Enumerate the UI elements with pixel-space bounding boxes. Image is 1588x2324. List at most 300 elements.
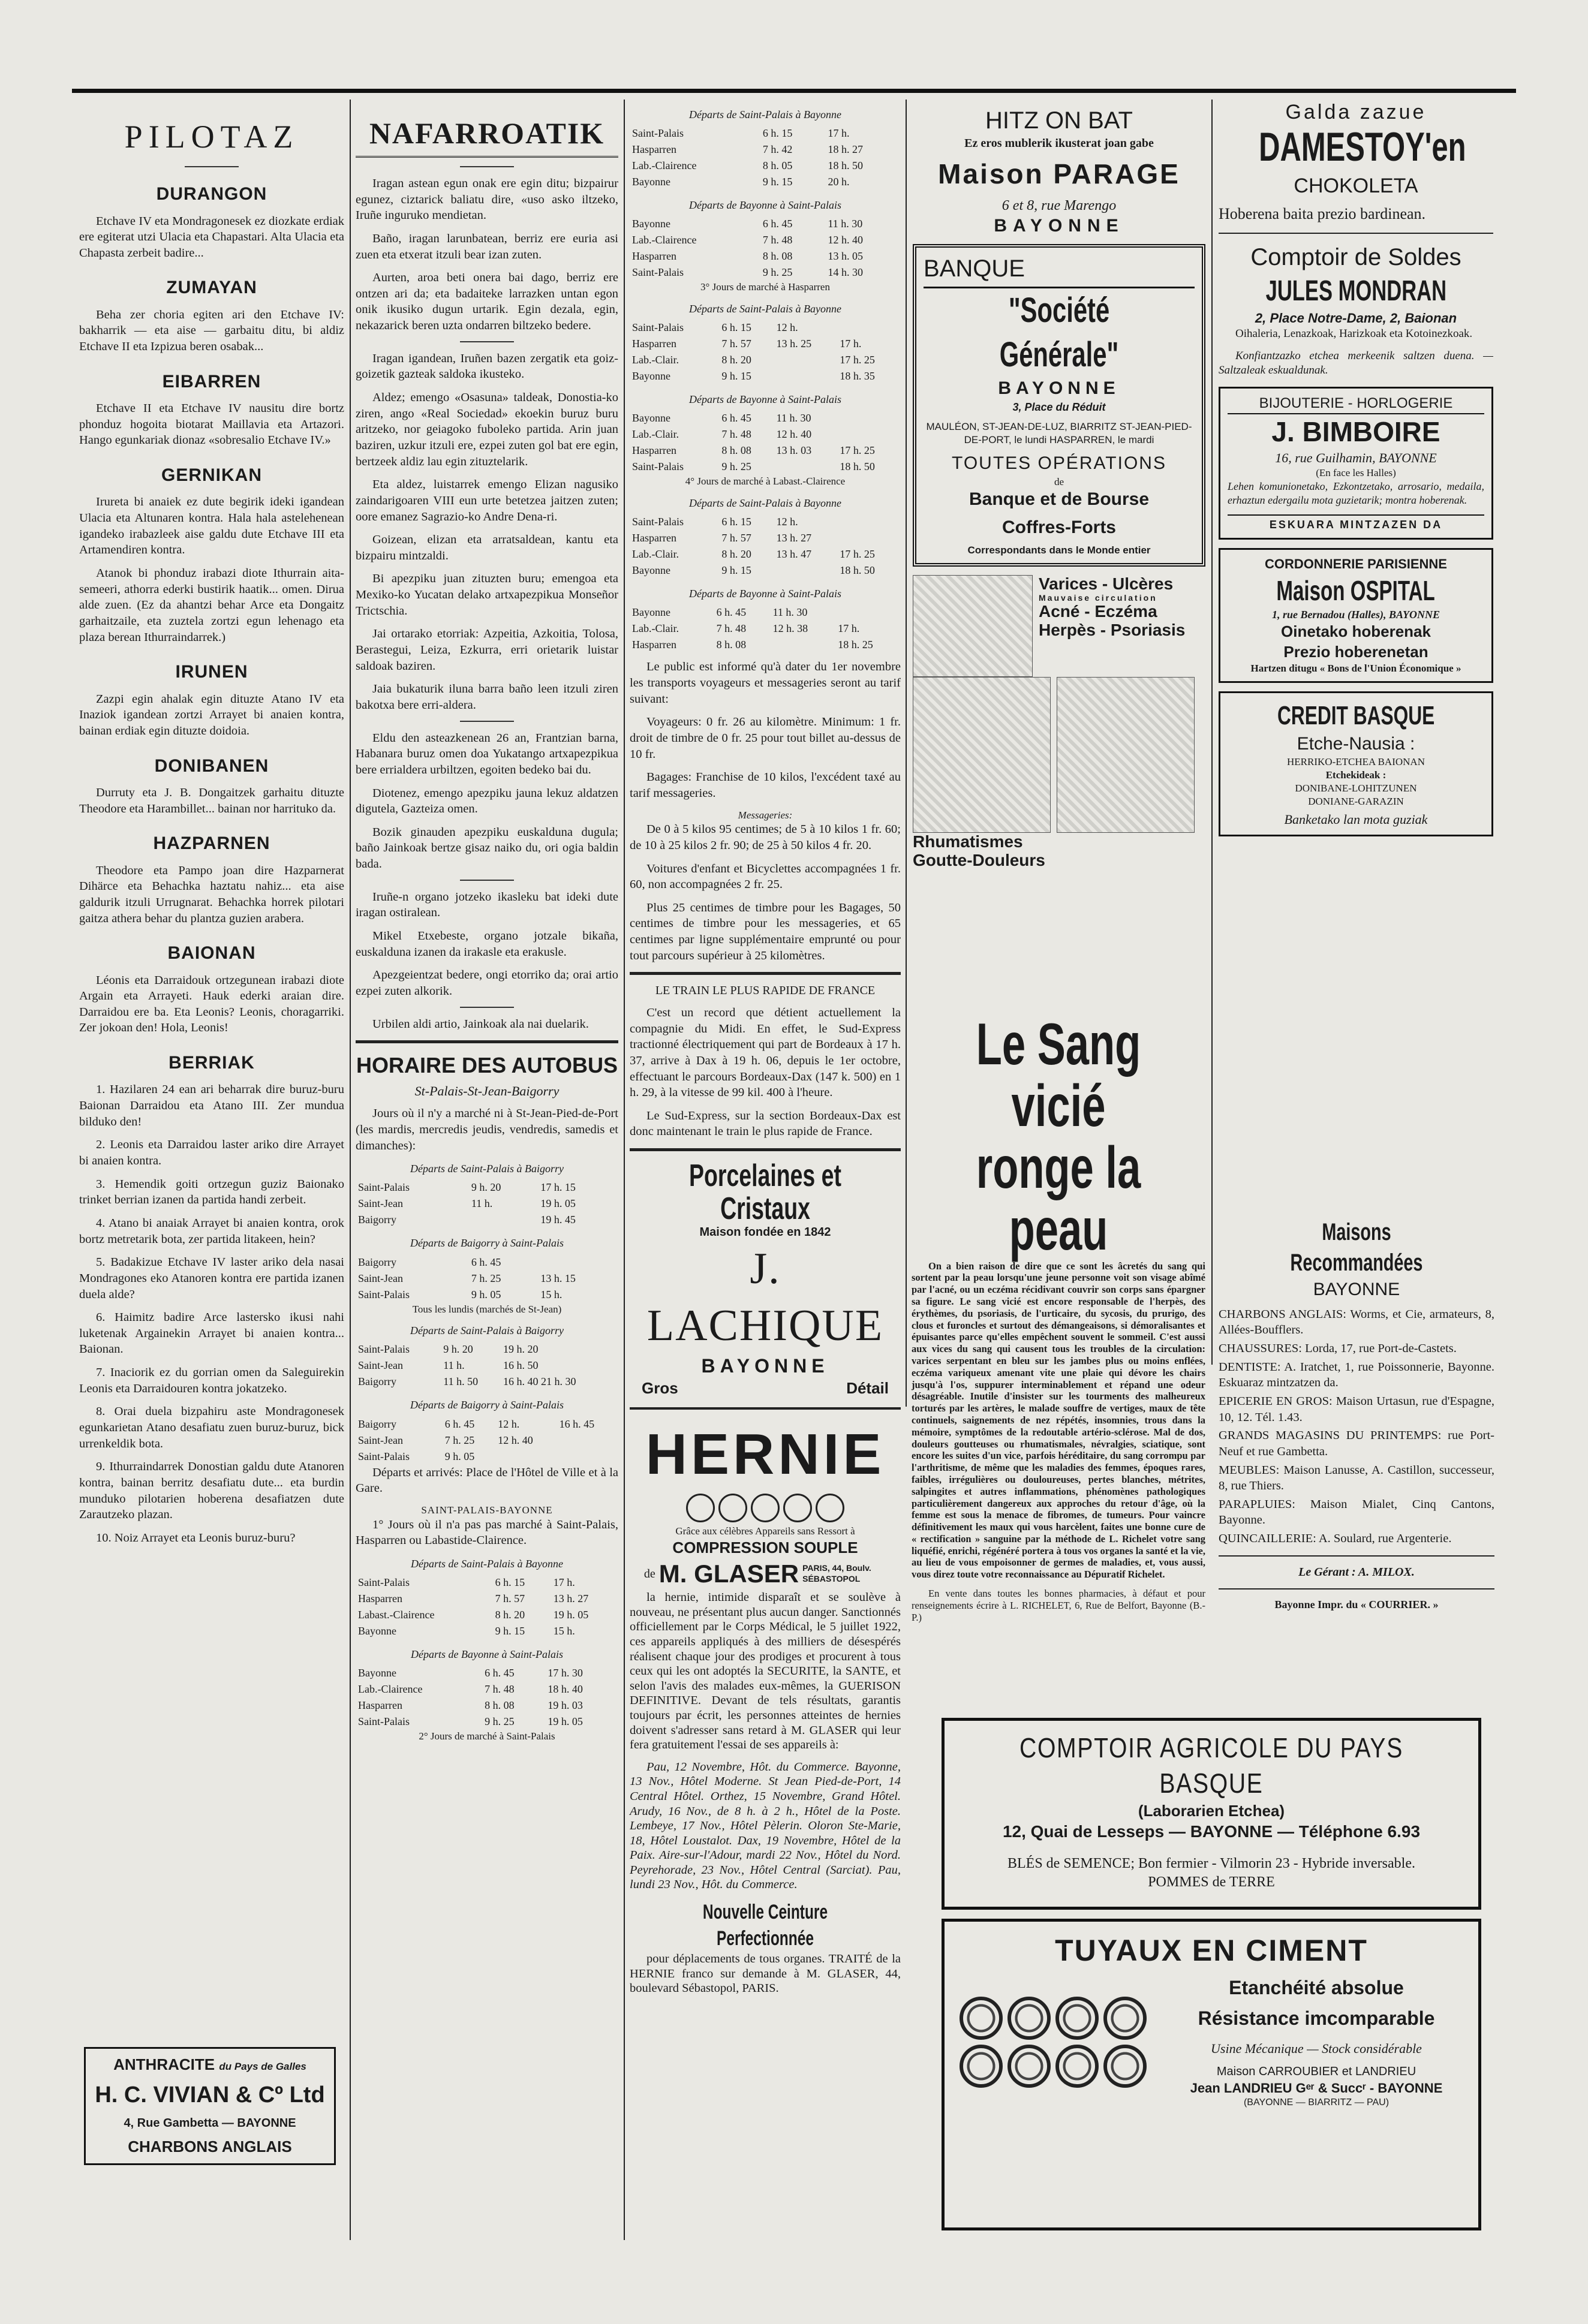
ad-chokoleta: CHOKOLETA <box>1294 174 1418 197</box>
heading-gernikan: GERNIKAN <box>161 465 262 486</box>
table-cell: 9 h. 15 <box>721 564 751 577</box>
divider <box>1219 233 1493 234</box>
ad-damestoy-tag: Hoberena baita prezio bardinean. <box>1219 205 1426 223</box>
back-illustration <box>913 677 1051 833</box>
paragraph: Le Sud-Express, sur la section Bordeaux-Dax est donc maintenant le train le plus rapide de France. <box>630 1109 901 1139</box>
ad-ospital <box>1219 548 1493 682</box>
table-row <box>356 1623 618 1639</box>
table-cell: 9 h. 15 <box>721 370 751 383</box>
table-cell: Bayonne <box>632 412 670 425</box>
ad-richelet <box>913 575 1205 870</box>
table-cell <box>837 410 901 426</box>
schedule-head: SAINT-PALAIS-BAYONNE <box>421 1504 553 1516</box>
table-cell: Lab.-Clairence <box>358 1683 423 1696</box>
table-cell: Baigorry <box>358 1375 396 1388</box>
ad-banque-address: 3, Place du Réduit <box>1012 401 1106 413</box>
ad-hernie-glaser: M. GLASER <box>658 1560 799 1588</box>
bus-title: HORAIRE DES AUTOBUS <box>356 1053 618 1078</box>
table-cell: Hasparren <box>632 639 676 651</box>
table-cell <box>469 1212 539 1228</box>
table-cell: 12 h. <box>776 321 798 334</box>
maisons-title: Maisons Recommandées <box>1290 1219 1423 1277</box>
table-cell: Hasparren <box>632 444 676 457</box>
paragraph: Beha zer choria egiten ari den Etchave IV: bakharrik — eta aise — garbaitu ditu, bi aldiz Etchave II eta Izpizua beren osabak... <box>79 308 344 354</box>
table-cell: Saint-Jean <box>358 1272 403 1284</box>
table-row <box>356 1357 618 1374</box>
table-cell: 19 h. 05 <box>548 1715 583 1728</box>
bus-intro: Jours où il n'y a marché ni à St-Jean-Pied-de-Port (les mardis, mercredis jeudis, vendredis, samedis et dimanches): <box>356 1107 618 1152</box>
paragraph: Bozik ginauden apezpiku euskalduna dugula; baño Jainkoak bertze gisaz naiko du, ori ogia baldin bada. <box>356 825 618 871</box>
table-row <box>630 459 901 475</box>
table-cell: 9 h. 05 <box>471 1288 501 1301</box>
pipe-icon <box>1007 2045 1051 2088</box>
table-row <box>630 621 901 637</box>
table-cell: 17 h. 15 <box>540 1181 576 1194</box>
table-cell: 17 h. <box>838 622 860 635</box>
table-cell: 11 h. 50 <box>443 1375 479 1388</box>
paragraph: Voyageurs: 0 fr. 26 au kilomètre. Minimum: 1 fr. droit de timbre de 0 fr. 25 pour tout billet au-dessus de 10 fr. <box>630 715 901 761</box>
table-row <box>630 514 901 530</box>
ad-parage-name: Maison PARAGE <box>938 158 1180 189</box>
ad-agricole-sub: (Laborarien Etchea) <box>1138 1801 1285 1820</box>
ad-bimboire-name: J. BIMBOIRE <box>1271 416 1440 447</box>
ad-damestoy <box>1219 100 1493 224</box>
paragraph: Iragan igandean, Iruñen bazen zergatik eta goiz-goizetik gazteak saldoka ikusteko. <box>356 351 618 381</box>
medal-icon <box>816 1494 844 1522</box>
table-cell: Bayonne <box>632 564 670 577</box>
table-cell: Hasparren <box>632 338 676 350</box>
paragraph: Jai ortarako etorriak: Azpeitia, Azkoitia, Tolosa, Berastegui, Leiza, Ezkurra, erri orietarik luistar saldoak baziren. <box>356 627 618 673</box>
table-cell: 17 h. 25 <box>840 444 875 457</box>
ad-bimboire-foot: ESKUARA MINTZAZEN DA <box>1228 514 1484 532</box>
heading-irunen: IRUNEN <box>175 662 248 682</box>
table-cell: Saint-Palais <box>358 1450 410 1462</box>
ad-credit-name: CREDIT BASQUE <box>1277 700 1435 730</box>
table-cell: 17 h. <box>840 338 862 350</box>
ad-sang-herpes: Herpès - Psoriasis <box>1039 621 1186 639</box>
table-cell: 7 h. 42 <box>762 143 793 156</box>
pipe-icon <box>960 1997 1003 2040</box>
table-cell: 6 h. 45 <box>721 412 751 425</box>
table-cell: 17 h. 25 <box>840 354 875 366</box>
schedule-table <box>356 1179 618 1228</box>
table-cell: 16 h. 50 <box>503 1359 539 1372</box>
ad-tuyaux-l6: (BAYONNE — BIARRITZ — PAU) <box>1243 2097 1389 2108</box>
table-cell: 18 h. 50 <box>840 564 875 577</box>
ad-banque-name: "Société Générale" <box>999 290 1119 375</box>
table-cell: Bayonne <box>358 1625 396 1637</box>
table-row <box>630 125 901 142</box>
medal-icon <box>686 1494 715 1522</box>
column-nafarroatik <box>350 100 618 2240</box>
list-item: 10. Noiz Arrayet eta Leonis buruz-buru? <box>96 1531 296 1545</box>
ad-sang-text: On a bien raison de dire que ce sont les âcretés du sang qui sortent par la peau lorsqu'une jeune personne voit son visage abîmé par l'acné, ou un eczéma récidivant couvrir son corps sans épargner sa figure. Le sang vicié est encore responsable de l'herpès, des érythèmes, du psoriasis, de l'urticaire, du sycosis, du prurigo, des clous et furoncles et surtout des démangeaisons, si démoralisantes et épuisantes parce qu'elles empêchent souvent le sommeil. C'est aussi aux vices du sang qui causent tous les troubles de la circulation: varices serpentant en bleu sur les jambes plus ou moins enflées, eczéma variqueux amenant vite une plaie qui dévore les chairs jusqu'à l'os, suppurer interminablement et répand une odeur désagréable. Inutile d'insister sur les tourments des malheureux torturés par les artères, le malade souffre de vertiges, maux de tête continuels, saignements de nez répétés, insomnies, trous dans la mémoire, symptômes de la redoutable artério-sclérose. Mal de dos, douleurs goutteuses ou rhumatismales, névralgies, sciatique, sont encore les suites d'un vice, parfois héréditaire, du sang corrompu par l'arthritisme, de même que les maladies des femmes, époques rares, faibles, irrégulières ou douloureuses, pertes blanches, métrites, salpingites et autres inflammations, phénomènes pathologiques particulièrement dangereux aux approches du retour d'âge, où la femme est sous la menace de fibromes, de tumeurs. Pour vaincre définitivement les maux qui vous harcèlent, faites une bonne cure de « rectification » sanguine par la méthode de L. Richelet votre sang liquéfié, enrichi, régénéré portera à tous vos organes la santé et la vie, au lieu de vous empoisonner de germes de maladies, et, vous aussi, vous direz toute votre reconnaissance au Dépuratif Richelet. <box>912 1260 1205 1581</box>
schedule-title: Départs de Baigorry à Saint-Palais <box>410 1399 564 1411</box>
table-cell: 19 h. 05 <box>553 1609 589 1621</box>
schedule-title: Départs de Bayonne à Saint-Palais <box>689 199 841 212</box>
list-item: 3. Hemendik goiti ortzegun guziz Baionako trinket berrian izanen da partida handi zerbeit. <box>79 1177 344 1207</box>
paragraph: Jaia bukaturik iluna barra baño leen itzuli ziren bakotxa bere erri-aldera. <box>356 682 618 712</box>
table-row <box>630 604 901 621</box>
table-cell: Lab.-Clairence <box>632 234 697 246</box>
ad-sang-acne: Acné - Eczéma <box>1039 602 1157 621</box>
heading-eibarren: EIBARREN <box>162 371 261 392</box>
section-title-pilotaz: PILOTAZ <box>124 119 299 155</box>
table-cell: 13 h. 15 <box>540 1272 576 1284</box>
ad-societe-generale <box>913 244 1205 567</box>
pipe-icon <box>960 2045 1003 2088</box>
table-cell: Labast.-Clairence <box>358 1609 435 1621</box>
table-cell: Baigorry <box>358 1214 396 1226</box>
table-cell: Baigorry <box>358 1256 396 1268</box>
ad-sang-rhum: Rhumatismes <box>913 832 1023 851</box>
table-cell: 12 h. 38 <box>772 622 808 635</box>
table-cell: 8 h. 20 <box>721 354 751 366</box>
table-row <box>630 442 901 459</box>
ad-hernie <box>630 1418 901 1996</box>
table-cell: Bayonne <box>632 218 670 230</box>
medal-icon <box>783 1494 812 1522</box>
ad-tuyaux-l3: Usine Mécanique — Stock considérable <box>1211 2040 1422 2056</box>
schedule-table <box>356 1416 618 1465</box>
table-cell: Hasparren <box>358 1592 402 1604</box>
list-item: 4. Atano bi anaiak Arrayet bi anaien kontra, orok bortz metretarik bota, zer partida litakeen, hein? <box>79 1216 344 1246</box>
table-cell <box>771 637 836 653</box>
ad-banque-label: BANQUE <box>924 254 1195 288</box>
ad-sang-foot: En vente dans toutes les bonnes pharmacies, à défaut et pour renseignements écrire à L. RICHELET, 6, Rue de Belfort, Bayonne (B.-P.) <box>912 1588 1205 1623</box>
table-cell: 8 h. 05 <box>762 159 793 172</box>
table-cell: 7 h. 48 <box>716 622 747 635</box>
schedule-title: Départs de Saint-Palais à Bayonne <box>689 497 841 510</box>
divider <box>630 1148 901 1151</box>
table-cell: Bayonne <box>632 176 670 188</box>
paragraph: Bagages: Franchise de 10 kilos, l'excédent taxé au tarif messageries. <box>630 770 901 800</box>
pipes-illustration <box>954 1997 1152 2088</box>
table-cell: Saint-Palais <box>632 321 684 334</box>
ad-bimboire-face: (En face les Halles) <box>1316 466 1396 478</box>
table-row <box>630 368 901 384</box>
ad-sang-body <box>912 1013 1205 1630</box>
heading-baionan: BAIONAN <box>167 943 256 964</box>
pipe-icon <box>1055 1997 1099 2040</box>
separator <box>460 1007 514 1008</box>
table-row <box>356 1341 618 1357</box>
table-row <box>630 216 901 232</box>
table-cell: Hasparren <box>632 532 676 544</box>
paragraph: Aldez; emengo «Osasuna» taldeak, Donostia-ko ziren, ango «Real Sociedad» ekoekin buruz buru aritzeko, nor geiagoko fuboleko partida. Arin juan baziren, uzkur itzuli ere, ezpei zuten gol bat ere egin, bertzeek aldiz lau egin zituztelarik. <box>356 391 618 468</box>
table-cell: 18 h. 50 <box>828 159 863 172</box>
table-cell: 18 h. 25 <box>838 639 873 651</box>
table-cell: 17 h. <box>553 1576 575 1588</box>
list-item: 6. Haimitz badire Arce lastersko ikusi nahi luketenak Argainekin Arrayet bi anaien kontra... Baionan. <box>79 1311 344 1356</box>
table-cell: 11 h. 30 <box>776 412 811 425</box>
table-row <box>630 174 901 190</box>
table-cell: 6 h. 15 <box>721 516 751 528</box>
ad-cordon-head: CORDONNERIE PARISIENNE <box>1265 556 1447 572</box>
schedule-table <box>630 514 901 579</box>
ad-sang-varices: Varices - Ulcères <box>1039 574 1174 594</box>
ad-banque-ops: TOUTES OPÉRATIONS <box>952 453 1166 474</box>
table-cell: 19 h. 05 <box>540 1197 576 1210</box>
paragraph: Irureta bi anaiek ez dute begirik ideki igandean Ulacia eta Altunaren kontra. Hala hala astelehenean igandeko irabazleek aise galdu dute Etchave III eta Artamendiren kontra. <box>79 495 344 557</box>
ad-credit-hb: HERRIKO-ETCHEA BAIONAN <box>1287 756 1425 768</box>
paragraph: Voitures d'enfant et Bicyclettes accompagnées 1 fr. 60, non accompagnées 2 fr. 25. <box>630 862 901 892</box>
separator <box>185 166 239 167</box>
ad-damestoy-name: DAMESTOY'en <box>1259 124 1466 170</box>
ad-bimboire-address: 16, rue Guilhamin, BAYONNE <box>1275 450 1437 465</box>
ad-galda: Galda zazue <box>1285 101 1427 124</box>
schedule-title: Départs de Baigorry à Saint-Palais <box>410 1237 564 1250</box>
table-cell: 13 h. 47 <box>776 548 812 561</box>
divider <box>1219 1555 1494 1557</box>
divider <box>1219 1588 1494 1590</box>
list-item: 7. Inaciorik ez du gorrian omen da Saleguirekin Leonis eta Darraidouren kontra jokatzeko. <box>79 1366 344 1395</box>
ad-credit-etche: Etche-Nausia : <box>1297 734 1415 754</box>
table-cell <box>495 1449 557 1465</box>
imprimerie: Bayonne Impr. du « COURRIER. » <box>1274 1598 1439 1611</box>
paragraph: Mikel Etxebeste, organo jotzale bikaña, euskalduna izanen da irakasle eta erakusle. <box>356 929 618 959</box>
paragraph: Eldu den asteazkenean 26 an, Frantzian barna, Habanara buruz omen doa Yukatango artxapezpikua bere errialdera urbiltzen, egoiten bedeko bai du. <box>356 731 618 776</box>
table-cell: Hasparren <box>358 1699 402 1712</box>
bus-subtitle: St-Palais-St-Jean-Baigorry <box>414 1083 560 1099</box>
heading-durangon: DURANGON <box>156 184 267 204</box>
table-cell: 9 h. 15 <box>762 176 793 188</box>
pipe-icon <box>1007 1997 1051 2040</box>
schedule-table <box>630 604 901 653</box>
maisons-city: BAYONNE <box>1313 1280 1400 1300</box>
ad-banque-city: BAYONNE <box>998 378 1120 399</box>
table-cell: 11 h. <box>471 1197 493 1210</box>
divider <box>630 1407 901 1410</box>
paragraph: Baño, iragan larunbatean, berriz ere euria asi zuen eta etxerat itzuli bear izan zuten. <box>356 231 618 261</box>
table-cell: 13 h. 05 <box>828 250 863 263</box>
table-cell: Saint-Palais <box>358 1343 410 1356</box>
ad-vivian-name: H. C. VIVIAN & Cº Ltd <box>95 2082 325 2108</box>
table-cell: 12 h. <box>498 1417 520 1430</box>
paragraph: Etchave II eta Etchave IV nausitu dire bortz phonduz hogoita biotarat Maillavia eta Artazori. Hango egunkariak dionaz «sobresalio Etchave IV.» <box>79 402 344 447</box>
schedule-note: 2° Jours de marché à Saint-Palais <box>419 1730 555 1742</box>
table-cell: 7 h. 57 <box>721 338 751 350</box>
paragraph: Eta aldez, luistarrek emengo Elizan nagusiko zaindarigoaren VIII eun urte betetzea jaitzen zuten; oore emanez Sagrazio-ko Andre Dena-ri. <box>356 478 618 523</box>
table-row <box>630 546 901 562</box>
separator <box>460 166 514 167</box>
table-cell: 7 h. 25 <box>471 1272 501 1284</box>
table-row <box>630 248 901 264</box>
table-cell: 19 h. 03 <box>548 1699 583 1712</box>
ad-tuyaux <box>942 1919 1481 2230</box>
ad-vivian-line1b: du Pays de Galles <box>219 2061 306 2072</box>
table-row <box>356 1432 618 1449</box>
man-illustration <box>1057 677 1195 833</box>
paragraph: Etchave IV eta Mondragonesek ez diozkate erdiak ere egiterat utzi Ulacia eta Chapastari. Alta Ulacia eta Chapasta zerbeit badire... <box>79 214 344 260</box>
ad-hitz-title: HITZ ON BAT <box>985 107 1133 134</box>
gerant: Le Gérant : A. MILOX. <box>1298 1565 1415 1579</box>
ad-tuyaux-l5: Jean LANDRIEU Gᵉʳ & Succʳ - BAYONNE <box>1190 2080 1443 2096</box>
paragraph: Iragan astean egun onak ere egin ditu; bizpairur egunez, ciztarick baliatu dire, «uso asko iltzeko, Iruñe inguruko mendietan. <box>356 177 618 222</box>
table-cell <box>774 562 838 579</box>
table-row <box>630 158 901 174</box>
ad-ospital-foot: Hartzen ditugu « Bons de l'Union Économique » <box>1250 662 1461 674</box>
ad-mondran-name: JULES MONDRAN <box>1265 275 1446 308</box>
schedule-note: Tous les lundis (marchés de St-Jean) <box>412 1303 562 1315</box>
separator <box>460 880 514 881</box>
separator <box>460 341 514 342</box>
table-cell: Saint-Palais <box>358 1288 410 1301</box>
table-row <box>356 1449 618 1465</box>
table-cell: 12 h. <box>776 516 798 528</box>
ad-sang-goutte: Goutte-Douleurs <box>913 850 1045 869</box>
schedule-table <box>356 1575 618 1639</box>
schedule-title: Départs de Bayonne à Saint-Palais <box>411 1648 563 1661</box>
list-item: CHAUSSURES: Lorda, 17, rue Port-de-Castets. <box>1219 1342 1457 1356</box>
ad-hernie-text: Grâce aux célèbres Appareils sans Ressort à <box>675 1525 855 1537</box>
heading-zumayan: ZUMAYAN <box>166 278 257 298</box>
ad-hernie-traite: pour déplacements de tous organes. TRAITÉ de la HERNIE franco sur demande à M. GLASER, 44, boulevard Sébastopol, PARIS. <box>630 1952 901 1995</box>
table-row <box>356 1179 618 1196</box>
table-row <box>630 320 901 336</box>
ad-porcelaines-gros: Gros <box>642 1379 678 1398</box>
paragraph: C'est un record que détient actuellement la compagnie du Midi. En effet, le Sud-Express tractionné électriquement qui part de Bordeaux à 17 h. 37, arrive à Dax à 19 h. 06, depuis le 1er octobre, effectuant le parcours Bordeaux-Dax (147 k. 500) en 1 h. 29, à la vitesse de 99 kil. 400 à l'heure. <box>630 1006 901 1100</box>
list-item: MEUBLES: Maison Lanusse, A. Castillon, successeur, 8, rue Thiers. <box>1219 1463 1494 1493</box>
ad-agricole-line2: POMMES de TERRE <box>1148 1874 1275 1890</box>
ad-banque-coffres: Coffres-Forts <box>1001 517 1116 537</box>
ad-parage-city: BAYONNE <box>994 216 1124 236</box>
heading-donibanen: DONIBANEN <box>154 755 269 776</box>
schedule-table <box>356 1341 618 1390</box>
ad-mondran-p2: Konfiantzazko etchea merkeenik saltzen duena. — Saltzaleak eskualdunak. <box>1219 349 1493 377</box>
ad-agricole-address: 12, Quai de Lesseps — BAYONNE — Téléphone 6.93 <box>1002 1822 1421 1841</box>
table-cell: 9 h. 20 <box>471 1181 501 1194</box>
column-annonces <box>1211 100 1493 1365</box>
ad-credit-etchekideak: Etchekideak : <box>1325 769 1387 781</box>
ad-agricole-title: COMPTOIR AGRICOLE DU PAYS BASQUE <box>1019 1732 1403 1799</box>
table-row <box>356 1607 618 1623</box>
ad-porcelaines-name: J. LACHIQUE <box>646 1244 884 1350</box>
table-cell <box>774 459 838 475</box>
table-cell: Saint-Palais <box>632 460 684 473</box>
schedule-note: Départs et arrivés: Place de l'Hôtel de Ville et à la Gare. <box>356 1465 618 1495</box>
list-item: 1. Hazilaren 24 ean ari beharrak dire buruz-buru Baionan Darraidou eta Atano III. Zer mundua bilduko den! <box>79 1083 344 1128</box>
schedule-table <box>356 1665 618 1730</box>
ad-comptoir-agricole <box>942 1718 1481 1910</box>
table-cell: 11 h. 30 <box>772 606 808 619</box>
ad-tuyaux-l2: Résistance imcomparable <box>1198 2007 1435 2029</box>
table-row <box>356 1374 618 1390</box>
table-cell: 19 h. 45 <box>540 1214 576 1226</box>
table-cell: 6 h. 45 <box>762 218 793 230</box>
schedule-title: Départs de Saint-Palais à Baigorry <box>410 1324 564 1337</box>
ad-ospital-address: 1, rue Bernadou (Halles), BAYONNE <box>1271 609 1440 621</box>
table-cell: 8 h. 08 <box>721 444 751 457</box>
ad-porcelaines-city: BAYONNE <box>701 1355 829 1377</box>
ad-vivian-line1: ANTHRACITE <box>113 2055 215 2073</box>
table-row <box>356 1254 618 1271</box>
table-cell <box>557 1432 618 1449</box>
table-cell: Lab.-Clair. <box>632 622 679 635</box>
table-cell: 17 h. 30 <box>548 1667 583 1679</box>
table-row <box>356 1416 618 1432</box>
ad-hernie-body: la hernie, intimide disparaît et se soulève à nouveau, ne présentant plus aucun danger. Sanctionnés officiellement par le Corps Médical, le 5 juillet 1922, ces appareils appliqués à des milliers de désespérés réalisent chaque jour des prodiges et procurent à tous ceux qui les ont adoptés la SECURITE, la SANTE, et selon l'avis des malades eux-mêmes, la GUERISON DEFINITIVE. Devant de tels résultats, garantis toujours par écrit, les personnes atteintes de hernies doivent s'adresser sans retard à M. GLASER qui leur fera gratuitement l'essai de ses appareils à: <box>630 1591 901 1752</box>
table-cell: 6 h. 15 <box>762 127 793 140</box>
list-item: PARAPLUIES: Maison Mialet, Cinq Cantons, Bayonne. <box>1219 1497 1494 1527</box>
table-cell: Hasparren <box>632 250 676 263</box>
table-cell: Bayonne <box>358 1667 396 1679</box>
schedule-table <box>630 320 901 384</box>
table-cell: 7 h. 25 <box>444 1434 475 1446</box>
table-row <box>630 530 901 546</box>
ad-comptoir: Comptoir de Soldes <box>1250 244 1461 271</box>
table-row <box>630 264 901 281</box>
table-row <box>630 562 901 579</box>
table-cell: 7 h. 57 <box>721 532 751 544</box>
ad-sang-big2: ronge la peau <box>976 1134 1141 1262</box>
medal-icon <box>718 1494 747 1522</box>
ad-credit-banketako: Banketako lan mota guziak <box>1284 812 1428 827</box>
table-cell: 9 h. 25 <box>721 460 751 473</box>
table-cell: 7 h. 57 <box>495 1592 525 1604</box>
ad-credit-gar: DONIANE-GARAZIN <box>1308 795 1404 807</box>
ad-mondran-p1: Oihaleria, Lenazkoak, Harizkoak eta Kotoinezkoak. <box>1235 327 1473 340</box>
schedule-table <box>630 216 901 281</box>
paragraph: Theodore eta Pampo joan dire Hazparnerat Dihärce eta Behachka haztatu nahiz... eta aise galdurik itzuli Urrugnarat. Behachka horrek pilotari gaitza athera behar du plantza guzien arabera. <box>79 863 344 925</box>
table-cell <box>774 368 838 384</box>
table-cell: 11 h. <box>443 1359 465 1372</box>
table-cell: 12 h. 40 <box>776 428 812 441</box>
table-cell: 18 h. 27 <box>828 143 863 156</box>
paragraph: Léonis eta Darraidouk ortzegunean irabazi diote Argain eta Arrayeti. Hauk ederki araian dire. Darraidou ere ba. Eta Leonis? Leonis, choragarriki. Zer jokoan den! Hola, Leonis! <box>79 973 344 1035</box>
ad-porcelaines-sub: Maison fondée en 1842 <box>699 1226 831 1239</box>
schedule-title: Départs de Saint-Palais à Bayonne <box>689 303 841 315</box>
table-cell: Saint-Jean <box>358 1197 403 1210</box>
schedule-title: Départs de Saint-Palais à Baigorry <box>410 1163 564 1175</box>
list-item: GRANDS MAGASINS DU PRINTEMPS: rue Port-Neuf et rue Gambetta. <box>1219 1429 1494 1458</box>
table-cell <box>837 530 901 546</box>
table-cell: Bayonne <box>632 370 670 383</box>
separator <box>460 721 514 722</box>
ad-ospital-name: Maison OSPITAL <box>1276 574 1436 606</box>
paragraph: Bi apezpiku juan zituzten buru; emengoa eta Mexiko-ko Yucatan delako artxapezpikua Monseñor Trictschia. <box>356 572 618 618</box>
paragraph: Atanok bi phonduz irabazi diote Ithurrain aita-semeeri, athorra ederki bustirik haatik... omen. Dirua alde zuen. (Ez da ahantzi behar Arce eta Dongaitz garhaitzaile, eta zuztela zortzi egun lehenago eta plaza berean Ithurraindarrek.) <box>79 567 344 644</box>
table-cell: Bayonne <box>632 606 670 619</box>
table-row <box>356 1665 618 1681</box>
paragraph: Plus 25 centimes de timbre pour les Bagages, 50 centimes de timbre pour les messageries, et 65 centimes par ligne supplémentaire emprunté ou pour tout parcours supérieur à 25 kilomètres. <box>630 901 901 962</box>
ad-hitz-sub: Ez eros mublerik ikusterat joan gabe <box>964 137 1154 150</box>
table-cell: 15 h. <box>540 1288 563 1301</box>
table-cell: 11 h. 30 <box>828 218 863 230</box>
table-cell: 6 h. 15 <box>721 321 751 334</box>
schedule-note: 1° Jours où il n'a pas pas marché à Saint-Palais, Hasparren ou Labastide-Clairence. <box>356 1518 618 1548</box>
ad-tuyaux-title: TUYAUX EN CIMENT <box>1055 1934 1368 1967</box>
table-cell <box>837 320 901 336</box>
list-item: 2. Leonis eta Darraidou laster ariko dire Arrayet bi anaien kontra. <box>79 1138 344 1168</box>
table-cell: 6 h. 45 <box>716 606 747 619</box>
leg-illustration <box>913 575 1033 677</box>
table-cell: Lab.-Clair. <box>632 428 679 441</box>
paragraph: Durruty eta J. B. Dongaitzek garhaitu dituzte Theodore eta Harambillet... bainan nor harrituko da. <box>79 785 344 815</box>
table-cell: Hasparren <box>632 143 676 156</box>
ad-hernie-compression: COMPRESSION SOUPLE <box>672 1539 858 1557</box>
paragraph: De 0 à 5 kilos 95 centimes; de 5 à 10 kilos 1 fr. 60; de 10 à 25 kilos 2 fr. 90; de 25 à 50 kilos 4 fr. 20. <box>630 823 901 852</box>
schedule-note: 3° Jours de marché à Hasparren <box>700 281 830 293</box>
table-cell: 16 h. 45 <box>559 1417 595 1430</box>
ad-tuyaux-l4: Maison CARROUBIER et LANDRIEU <box>1216 2065 1416 2079</box>
paragraph: Iruñe-n organo jotzeko ikasleku bat ideki dute iragan ostiralean. <box>356 890 618 920</box>
ad-porcelaines <box>630 1160 901 1398</box>
pipe-icon <box>1055 2045 1099 2088</box>
ad-sang-mauvaise: Mauvaise circulation <box>1039 592 1157 603</box>
ad-credit-don: DONIBANE-LOHITZUNEN <box>1295 782 1417 794</box>
table-row <box>630 410 901 426</box>
